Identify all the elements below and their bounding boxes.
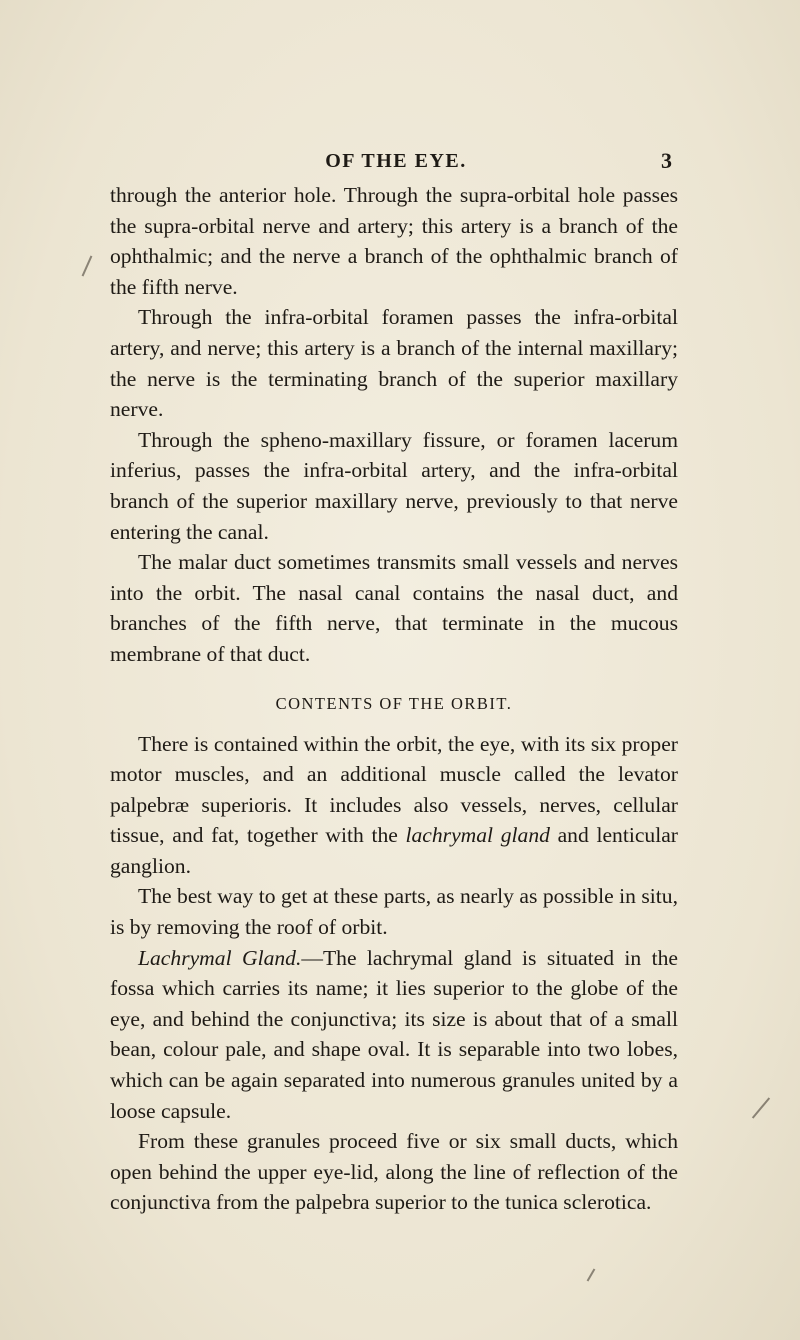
paragraph-6: The best way to get at these parts, as nearly as possible in situ, is by removing the roof of orbit. [110,884,678,940]
page-number: 3 [661,148,672,173]
paragraph-7-italic-heading: Lachrymal Gland. [138,945,302,970]
paragraph-7-text: —The lachrymal gland is situated in the fossa which carries its name; it lies superior to the globe of the eye, and behind the conjunctiva; its size is about that of a small bean, colour pale, and shape oval. It is separable into two lobes, which can be again separated into numerous granules united by a loose capsule. [110,945,678,1123]
page-body [110,180,678,1218]
paragraph-8: From these granules proceed five or six small ducts, which open behind the upper eye-lid, along the line of reflection of the conjunctiva from the palpebra superior to the tunica sclerotica. [110,1129,678,1215]
running-head: OF THE EYE. [325,150,467,172]
paragraph-7 [110,943,678,1127]
paragraph-3: Through the spheno-maxillary fissure, or foramen lacerum inferius, passes the infra-orbital artery, and the infra-orbital branch of the superior maxillary nerve, previously to that nerve entering the canal. [110,427,678,544]
margin-pencil-mark-lower [752,1097,770,1118]
paragraph-4: The malar duct sometimes transmits small vessels and nerves into the orbit. The nasal canal contains the nasal duct, and branches of the fifth nerve, that terminate in the mucous membrane of that duct. [110,550,678,666]
paragraph-5-text-after: and lenticular ganglion. [110,823,678,878]
section-heading: CONTENTS OF THE ORBIT. [275,693,513,713]
page-header [120,148,672,174]
paragraph-5-text-before: There is contained within the orbit, the eye, with its six proper motor muscles, and an additional muscle called the levator palpebræ superioris. It includes also vessels, nerves, cellular tissue, and fat, together with the [110,731,678,848]
bottom-pencil-mark [587,1268,596,1281]
paragraph-5 [110,729,678,882]
paragraph-2: Through the infra-orbital foramen passes the infra-orbital artery, and nerve; this artery is a branch of the internal maxillary; the nerve is the terminating branch of the superior maxillary nerve. [110,305,678,422]
paragraph-1: through the anterior hole. Through the supra-orbital hole passes the supra-orbital nerve and artery; this artery is a branch of the ophthalmic; and the nerve a branch of the ophthalmic branch of the fifth nerve. [110,183,678,299]
margin-pencil-mark [82,256,93,277]
paragraph-5-italic-term: lachrymal gland [405,823,550,848]
